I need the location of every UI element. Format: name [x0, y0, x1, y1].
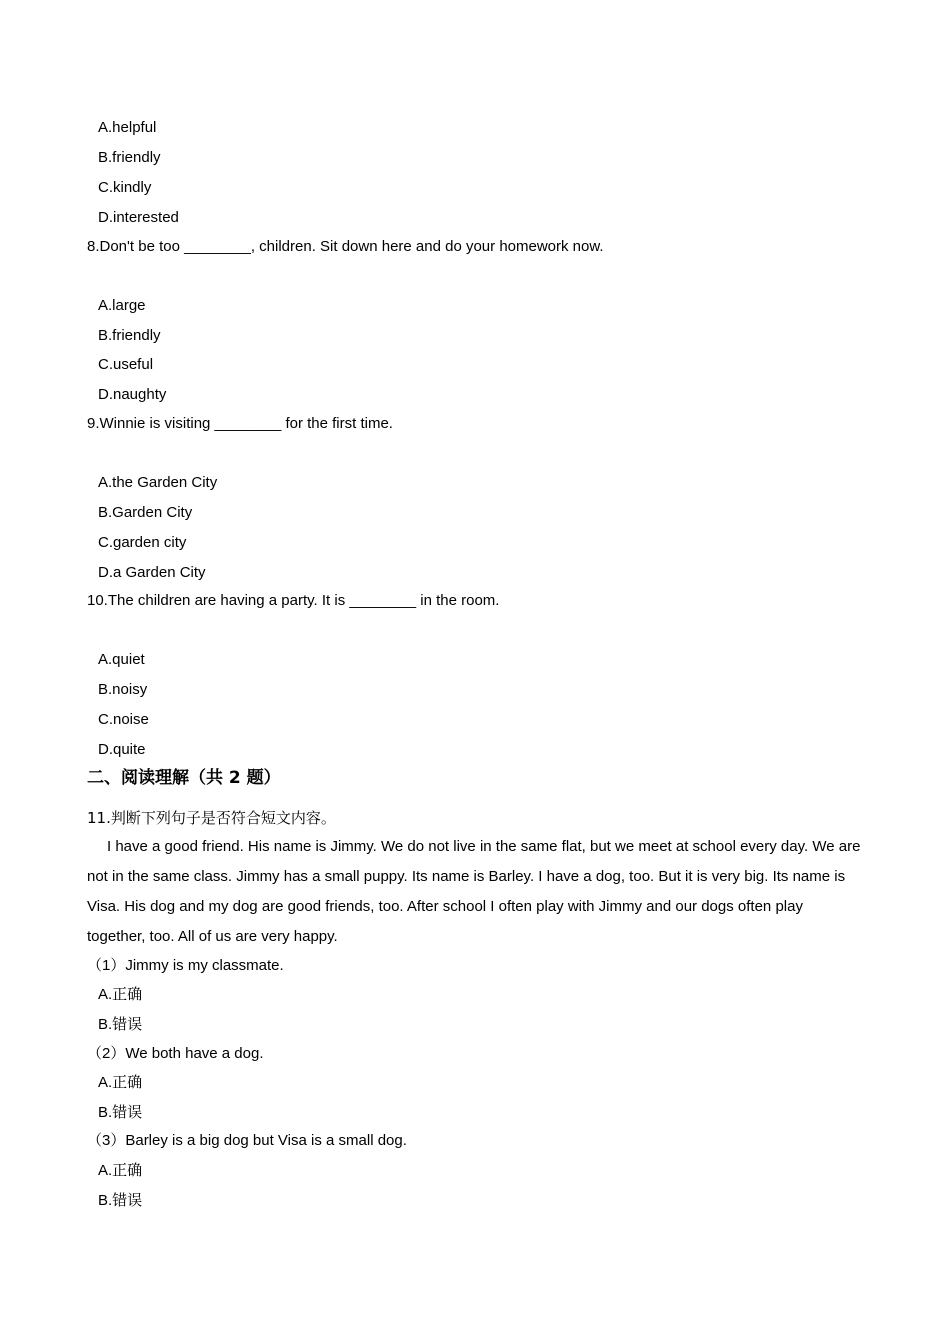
option-9b[interactable]: B.Garden City	[98, 504, 193, 521]
option-11-3b[interactable]: B.错误	[98, 1192, 143, 1209]
section-heading: 二、阅读理解（共 2 题）	[87, 768, 281, 788]
question-8-stem: 8.Don't be too ________, children. Sit down here and do your homework now.	[87, 238, 604, 255]
reading-passage: I have a good friend. His name is Jimmy. We do not live in the same flat, but we meet at school every day. We are not in the same class. Jimmy has a small puppy. Its name is Barley. I have a dog, too. But it is very big. Its name is Visa. His dog and my dog are good friends, too. After school I often play with Jimmy and our dogs often play together, too. All of us are very happy.	[87, 838, 861, 945]
question-11-item-3: （3）Barley is a big dog but Visa is a small dog.	[87, 1132, 407, 1149]
option-10c[interactable]: C.noise	[98, 711, 149, 728]
option-11-1a[interactable]: A.正确	[98, 986, 143, 1003]
option-10a[interactable]: A.quiet	[98, 651, 145, 668]
option-7c[interactable]: C.kindly	[98, 179, 152, 196]
option-9a[interactable]: A.the Garden City	[98, 474, 218, 491]
question-11-item-2: （2）We both have a dog.	[87, 1045, 264, 1062]
option-10d[interactable]: D.quite	[98, 741, 146, 758]
question-11-instruction: 11.判断下列句子是否符合短文内容。	[87, 809, 336, 827]
option-8c[interactable]: C.useful	[98, 356, 154, 373]
option-10b[interactable]: B.noisy	[98, 681, 148, 698]
option-11-3a[interactable]: A.正确	[98, 1162, 143, 1179]
option-9d[interactable]: D.a Garden City	[98, 564, 206, 581]
option-7a[interactable]: A.helpful	[98, 119, 157, 136]
option-9c[interactable]: C.garden city	[98, 534, 187, 551]
option-8a[interactable]: A.large	[98, 297, 146, 314]
option-8d[interactable]: D.naughty	[98, 386, 167, 403]
option-7d[interactable]: D.interested	[98, 209, 179, 226]
question-10-stem: 10.The children are having a party. It is ________ in the room.	[87, 592, 500, 609]
option-11-1b[interactable]: B.错误	[98, 1016, 143, 1033]
question-9-stem: 9.Winnie is visiting ________ for the first time.	[87, 415, 393, 432]
option-7b[interactable]: B.friendly	[98, 149, 161, 166]
option-11-2a[interactable]: A.正确	[98, 1074, 143, 1091]
option-11-2b[interactable]: B.错误	[98, 1104, 143, 1121]
option-8b[interactable]: B.friendly	[98, 327, 161, 344]
question-11-item-1: （1）Jimmy is my classmate.	[87, 957, 284, 974]
